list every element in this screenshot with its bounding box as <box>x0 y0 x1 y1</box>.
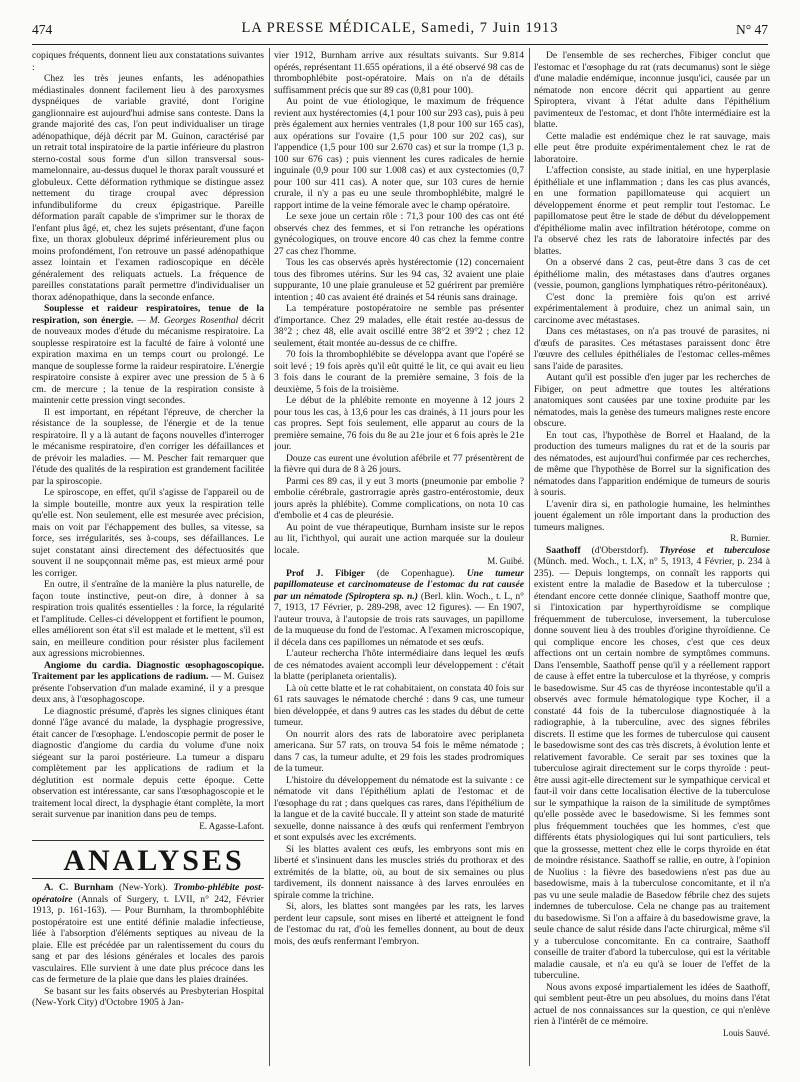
signature: E. Agasse-Lafont. <box>199 820 264 831</box>
review-body: (Annals of Surgery, t. LVII, n° 242, Février 1913, p. 161-163). — Pour Burnham, la thrombophlébite postopératoire est une entité définie maladie infectieuse, liée à l'absorption d'éléments septiques au niveau de la plaie. Elle est précédée par un ralentissement du cours du sang et par des lésions générales et locales des parois vasculaires. Elle survient à une date plus précoce dans les cas de fermeture de la plaie que dans les plaies drainées. <box>32 893 264 985</box>
paragraph: Si les blattes avalent ces œufs, les embryons sont mis en liberté et s'insinuent dans les muscles striés du prothorax et des extrémités de la blatte, où, au bout de six semaines ou plus tardivement, ils donnent naissance à des larves enroulées en spirale comme la trichine. <box>274 843 524 901</box>
paragraph: Douze cas eurent une évolution afébrile et 77 présentèrent de la fièvre qui dura de 8 à 26 jours. <box>274 452 524 475</box>
analyses-heading: ANALYSES <box>63 844 245 877</box>
paragraph: On a observé dans 2 cas, peut-être dans 3 cas de cet épithéliome malin, des métastases dans d'autres organes (vessie, poumon, ganglions lymphatiques rétro-péritonéaux). <box>534 257 770 291</box>
paragraph: De l'ensemble de ses recherches, Fibiger conclut que l'estomac et l'œsophage du rat (rats decumanus) sont le siège d'une maladie endémique, inconnue jusqu'ici, causée par un nématode non encore décrit qui appartient au genre Spiroptera, vivant à l'état adulte dans l'épithélium pavimenteux de l'estomac, et dont l'hôte intermédiaire est la blatte. <box>534 50 770 130</box>
column-3 <box>534 50 770 1070</box>
review-body: (Münch. med. Woch., t. LX, n° 5, 1913, 4 Février, p. 234 à 235). — Depuis longtemps, on connaît les rapports qui existent entre la maladie de Basedow et la tuberculose ; étendant encore cette donnée clinique, Saathoff montre que, si l'intoxication par hyperthyroïdisme se complique fréquemment de tuberculose, inversement, la tuberculose donne souvent lieu à des troubles d'origine thyroïdienne. Ce qui complique encore les choses, c'est que ces deux affections ont un certain nombre de symptômes communs. Dans l'ensemble, Saathoff pense qu'il y a réellement rapport de cause à effet entre la tuberculose et la thyréose, y compris le basedowisme. Sur 45 cas de thyréose incontestable qu'il a observés avec formule hématologique type Kocher, il a constaté 44 fois de la tuberculose diagnostiquée à la radiographie, à la tuberculine, avec des signes fébriles discrets. Il estime que les formes de tuberculose qui causent le basedowisme sont des cas très discrets, à évolution lente et relativement favorable. Ce serait par ses toxines que la tuberculose agirait directement sur le corps thyroïde : peut-être aussi agit-elle directement sur le sympathique cervical et faut-il voir dans cette localisation élective de la tuberculose sur le sympathique la raison de la similitude de symptômes qu'elle possède avec le basedowisme. Si les femmes sont plus fréquemment touchées que les hommes, c'est que différents états physiologiques qui lui sont particuliers, tels que la grossesse, mettent chez elle le corps thyroïde en état de moindre résistance. Saathoff se rallie, en outre, à l'opinion de Nuolius : la fièvre des basedowiens n'est pas due au basedowisme, mais à la tuberculose concomitante, et il n'a pas vu une seule maladie de Basedow fébrile chez des sujets indemnes de tuberculose. Cela ne change pas au traitement du basedowisme. Si l'on a affaire à du basedowisme grave, la seule chance de salut réside dans l'acte chirurgical, même s'il y a tuberculose concomitante. En ca contraire, Saathoff conseille de traiter d'abord la tuberculose, qui est la véritable maladie causale, et n'a eu qu'à se louer de l'effet de la tuberculine. <box>534 556 770 981</box>
paragraph: Nous avons exposé impartialement les idées de Saathoff, qui semblent peut-être un peu absolues, du moins dans l'état actuel de nos connaissances sur la question, ce qui n'enlève rien à l'intérêt de ce mémoire. <box>534 981 770 1027</box>
newspaper-title: LA PRESSE MÉDICALE, Samedi, 7 Juin 1913 <box>241 20 559 36</box>
paragraph: C'est donc la première fois qu'on est arrivé expérimentalement à produire, chez un animal sain, un carcinome avec métastases. <box>534 291 770 326</box>
section-title: Angiome du cardia. Diagnostic œsophagoscopique. Traitement par les applications de radium. <box>32 659 264 682</box>
paragraph: Là où cette blatte et le rat cohabitaient, on constata 40 fois sur 61 rats sauvages le nématode cherché : dans 9 cas, une tumeur bien développée, et dans 9 autres cas les stades du début de cette tumeur. <box>274 682 524 728</box>
header-rule <box>32 44 768 45</box>
review-body: (Berl. klin. Woch., t. L, n° 7, 1913, 17 Février, p. 289-298, avec 12 figures). — En 1907, l'auteur trouva, à l'autopsie de trois rats sauvages, un papillome de la muqueuse du fond de l'estomac. A l'examen microscopique, il décela dans ces papillomes un nématode et ses œufs. <box>274 590 524 648</box>
paragraph: Le sexe joue un certain rôle : 71,3 pour 100 des cas ont été observés chez des femmes, et si l'on retranche les opérations gynécologiques, on trouve encore 40 cas chez la femme contre 27 cas chez l'homme. <box>274 211 524 257</box>
paragraph: L'auteur rechercha l'hôte intermédiaire dans lequel les œufs de ces nématodes avaient accompli leur développement : c'était la blatte (periplaneta orientalis). <box>274 648 524 682</box>
paragraph: Se basant sur les faits observés au Presbyterian Hospital (New-York City) d'Octobre 1905 à Jan- <box>32 985 264 1008</box>
paragraph: L'histoire du développement du nématode est la suivante : ce nématode vit dans l'épithélium aplati de l'estomac et de l'œsophage du rat ; dans quelques cas rares, dans l'épithélium de la langue et de la cavité buccale. Il y atteint son stade de maturité sexuelle, donne naissance à des œufs qui renferment l'embryon et sont expulsés avec les excréments. <box>274 774 524 843</box>
paragraph: Il est important, en répétant l'épreuve, de chercher la résistance de la souplesse, de l'énergie et de la tenue respiratoire. Il y a là autant de façons nouvelles d'interroger le mécanisme respiratoire, d'en corriger les défaillances et de prévoir les maladies. — M. Pescher fait remarquer que l'étude des qualités de la respiration est grandement facilitée par la spiroscopie. <box>32 406 264 487</box>
review-author: Saathoff <box>546 544 581 556</box>
paragraph: copiques fréquents, donnent lieu aux constatations suivantes : <box>32 50 264 73</box>
paragraph: En tout cas, l'hypothèse de Borrel et Haaland, de la production des tumeurs malignes du rat et de la souris par des nématodes, est aujourd'hui confirmée par ces recherches, de même que l'hypothèse de Borrel sur la signification des nématodes dans l'apparition endémique de tumeurs de souris à souris. <box>534 429 770 498</box>
paragraph: L'avenir dira si, en pathologie humaine, les helminthes jouent également un rôle important dans la production des tumeurs malignes. <box>534 498 770 533</box>
paragraph: Parmi ces 89 cas, il y eut 3 morts (pneumonie par embolie ? embolie cérébrale, gastrorragie après gastro-entérostomie, deux jours après la phlébite). Comme complications, on nota 10 cas d'embolie et 4 cas de pleurésie. <box>274 475 524 521</box>
paragraph: Chez les très jeunes enfants, les adénopathies médiastinales donnent facilement lieu à des paroxysmes dyspnéiques de variable gravité, dont l'origine ganglionnaire est aujourd'hui admise sans conteste. Dans la grande majorité des cas, l'on peut individualiser un tirage adénopathique, déjà décrit par M. Guinon, caractérisé par un retrait total inspiratoire de la partie inférieure du plastron sterno-costal sous forme d'un sillon transversal sous-mamelonnaire, au-dessus duquel le thorax paraît voussuré et globuleux. Cette déformation rythmique se distingue assez nettement du tirage croupal avec dépression infundibuliforme du creux épigastrique. Pareille déformation paraît capable de s'imprimer sur le thorax de l'enfant plus âgé, et, chez les sujets présentant, d'une façon fixe, un thorax globuleux déprimé inférieurement plus ou moins profondément, l'on retrouve un passé adénopathique assez lointain et l'examen radioscopique en décèle généralement des reliquats actuels. La fréquence de pareilles constatations paraît permettre d'individualiser un thorax adénopathique, dans la seconde enfance. <box>32 73 264 303</box>
section-body: — M. Guisez présente l'observation d'un malade examiné, il y a presque deux ans, à l'œsophagoscope. <box>32 671 264 705</box>
paragraph: 70 fois la thrombophlébite se développa avant que l'opéré se soit levé ; 19 fois après qu'il eût quitté le lit, ce qui avait eu lieu 3 fois dans le courant de la première semaine, 3 fois de la deuxième, 5 fois de la troisième. <box>274 349 524 395</box>
section-rule <box>32 878 264 879</box>
column-divider <box>269 48 270 1066</box>
paragraph: On nourrit alors des rats de laboratoire avec periplaneta americana. Sur 57 rats, on trouva 54 fois le même nématode ; dans 7 cas, la tumeur adulte, et 29 fois les stades prodromiques de la tumeur. <box>274 728 524 774</box>
paragraph: En outre, il s'entraîne de la manière la plus naturelle, de façon toute instinctive, peut-on dire, à donner à sa respiration trois qualités essentielles : la force, la régularité et l'amplitude. Celles-ci développent et fortifient le poumon, elles améliorent son état s'il est malade et le mettent, s'il est sain, en meilleure condition pour résister plus facilement aux agressions microbiennes. <box>32 579 264 659</box>
paragraph: Le spiroscope, en effet, qu'il s'agisse de l'appareil ou de la simple bouteille, montre aux yeux la respiration telle qu'elle est. Non seulement, elle est mesurée avec précision, mais on voit par l'échappement des bulles, sa vitesse, sa force, ses irrégularités, ses à-coups, ses défaillances. Le sujet constatant ainsi directement des défectuosités que souvent il ne soupçonnait même pas, est mieux armé pour les corriger. <box>32 487 264 579</box>
column-2 <box>274 50 524 1070</box>
signature: Louis Sauvé. <box>723 1027 770 1038</box>
section-rule <box>32 840 264 841</box>
column-1 <box>32 50 264 1070</box>
paragraph: vier 1912, Burnham arrive aux résultats suivants. Sur 9.814 opérés, représentant 11.655 opérations, il a été observé 98 cas de thrombophlébite post-opératoire. Mais on n'a de détails suffisamment précis que sur 89 cas (0,81 pour 100). <box>274 50 524 96</box>
column-divider <box>529 48 530 1066</box>
paragraph: Si, alors, les blattes sont mangées par les rats, les larves perdent leur capsule, sont mises en liberté et atteignent le fond de l'estomac du rat, d'où les femelles donnent, au bout de deux mois, des œufs renfermant l'embryon. <box>274 901 524 947</box>
paragraph: Au point de vue thérapeutique, Burnham insiste sur le repos au lit, l'ichthyol, qui aurait une action marquée sur la douleur locale. <box>274 521 524 556</box>
paragraph: Dans ces métastases, on n'a pas trouvé de parasites, ni d'œufs de parasites. Ces métastases paraissent donc être l'œuvre des cellules épithéliales de l'estomac celles-mêmes sans l'aide de parasites. <box>534 326 770 372</box>
review-place: (New-York). <box>113 882 174 893</box>
page-number: 474 <box>32 22 53 37</box>
paragraph: Cette maladie est endémique chez le rat sauvage, mais elle peut être produite expérimentalement chez le rat de laboratoire. <box>534 130 770 165</box>
section-author: — M. Georges Rosenthal <box>133 314 239 326</box>
review-paragraph <box>32 882 264 986</box>
issue-number: N° 47 <box>735 22 768 37</box>
section-paragraph <box>32 303 264 407</box>
review-title: Trombo-phlébite post-opératoire <box>32 882 264 905</box>
paragraph: Le diagnostic présumé, d'après les signes cliniques étant donné l'âge avancé du malade, la dysphagie progressive, était cancer de l'œsophage. L'endoscopie permit de poser le diagnostic d'angiome du cardia du volume d'une noix siégeant sur la paroi postérieure. La tumeur a disparu complètement par les applications de radium et la déglutition est normale depuis cette époque. Cette observation est intéressante, car sans l'œsophagoscopie et le traitement local direct, la dysphagie étant complète, la mort serait survenue par inanition dans peu de temps. <box>32 705 264 820</box>
review-author: A. C. Burnham <box>44 882 114 893</box>
review-paragraph <box>274 568 524 649</box>
signature: R. Burnier. <box>730 533 770 543</box>
review-title: Thyréose et tuberculose <box>659 544 770 556</box>
paragraph: L'affection consiste, au stade initial, en une hyperplasie épithéliale et une inflammation ; dans les cas plus avancés, en une formation papillomateuse qui acquiert un développement énorme et peut remplir tout l'estomac. Le papillomatose peut être le stade de début du développement d'épithéliome malin avec infiltration hétérotope, comme on l'a observé chez les rats de laboratoire infectés par des blattes. <box>534 165 770 257</box>
paragraph: Tous les cas observés après hystérectomie (12) concernaient tous des fibromes utérins. Sur les 94 cas, 32 avaient une plaie suppurante, 10 une plaie granuleuse et 52 guérirent par première intention ; 40 cas avaient été drainés et 54 réunis sans drainage. <box>274 257 524 303</box>
review-author: Prof J. Fibiger <box>286 567 365 579</box>
review-place: (d'Oberstdorf). <box>580 544 660 556</box>
section-title: Souplesse et raideur respiratoires, tenue de la respiration, son énergie. <box>32 303 264 326</box>
review-place: (de Copenhague). <box>364 567 467 579</box>
paragraph: Le début de la phlébite remonte en moyenne à 12 jours 2 pour tous les cas, à 13,6 pour les cas drainés, à 11 jours pour les cas propres. Sept fois seulement, elle apparut au cours de la première semaine, 76 fois du 8e au 21e jour et 6 fois après le 21e jour. <box>274 395 524 452</box>
section-body: décrit de nouveaux modes d'étude du mécanisme respiratoire. La souplesse respiratoire est la faculté de faire à volonté une expiration maxima en un temps court ou prolongé. Le manque de souplesse forme la raideur respiratoire. L'énergie respiratoire consiste à expirer avec une pression de 5 à 6 cm. de mercure ; la tenue de la respiration consiste à maintenir cette pression vingt secondes. <box>32 314 264 406</box>
review-title: Une tumeur papillomateuse et carcinomateuse de l'estomac du rat causée par un nématode (Spiroptera sp. n.) <box>274 567 524 602</box>
page-header <box>32 20 768 44</box>
paragraph: Autant qu'il est possible d'en juger par les recherches de Fibiger, on peut admettre que toutes les altérations anatomiques sont causées par une toxine produite par les nématodes, mais la genèse des tumeurs malignes reste encore obscure. <box>534 372 770 429</box>
paragraph: Au point de vue étiologique, le maximum de fréquence revient aux hystérectomies (4,1 pour 100 sur 293 cas), puis à peu près également aux hernies ventrales (1,8 pour 100 sur 165 cas), aux opérations sur l'ovaire (1,5 pour 100 sur 202 cas), sur l'appendice (1,5 pour 100 sur 2.670 cas) et sur la trompe (1,3 p. 100 sur 676 cas) ; puis viennent les cures radicales de hernie inguinale (0,9 pour 100 sur 1.008 cas) et aux cystectomies (0,7 pour 100 sur 411 cas). A noter que, sur 103 cures de hernie crurale, il n'y a pas eu une seule thrombophlébite, malgré le rapport intime de la veine fémorale avec le champ opératoire. <box>274 96 524 211</box>
review-paragraph <box>534 545 770 982</box>
paragraph: La température postopératoire ne semble pas présenter d'importance. Chez 29 malades, elle était restée au-dessus de 38°2 ; chez 48, elle avait oscillé entre 38°2 et 39°2 ; chez 12 seulement, était montée au-dessus de ce chiffre. <box>274 303 524 349</box>
signature: M. Guibé. <box>487 556 524 566</box>
section-paragraph <box>32 660 264 706</box>
